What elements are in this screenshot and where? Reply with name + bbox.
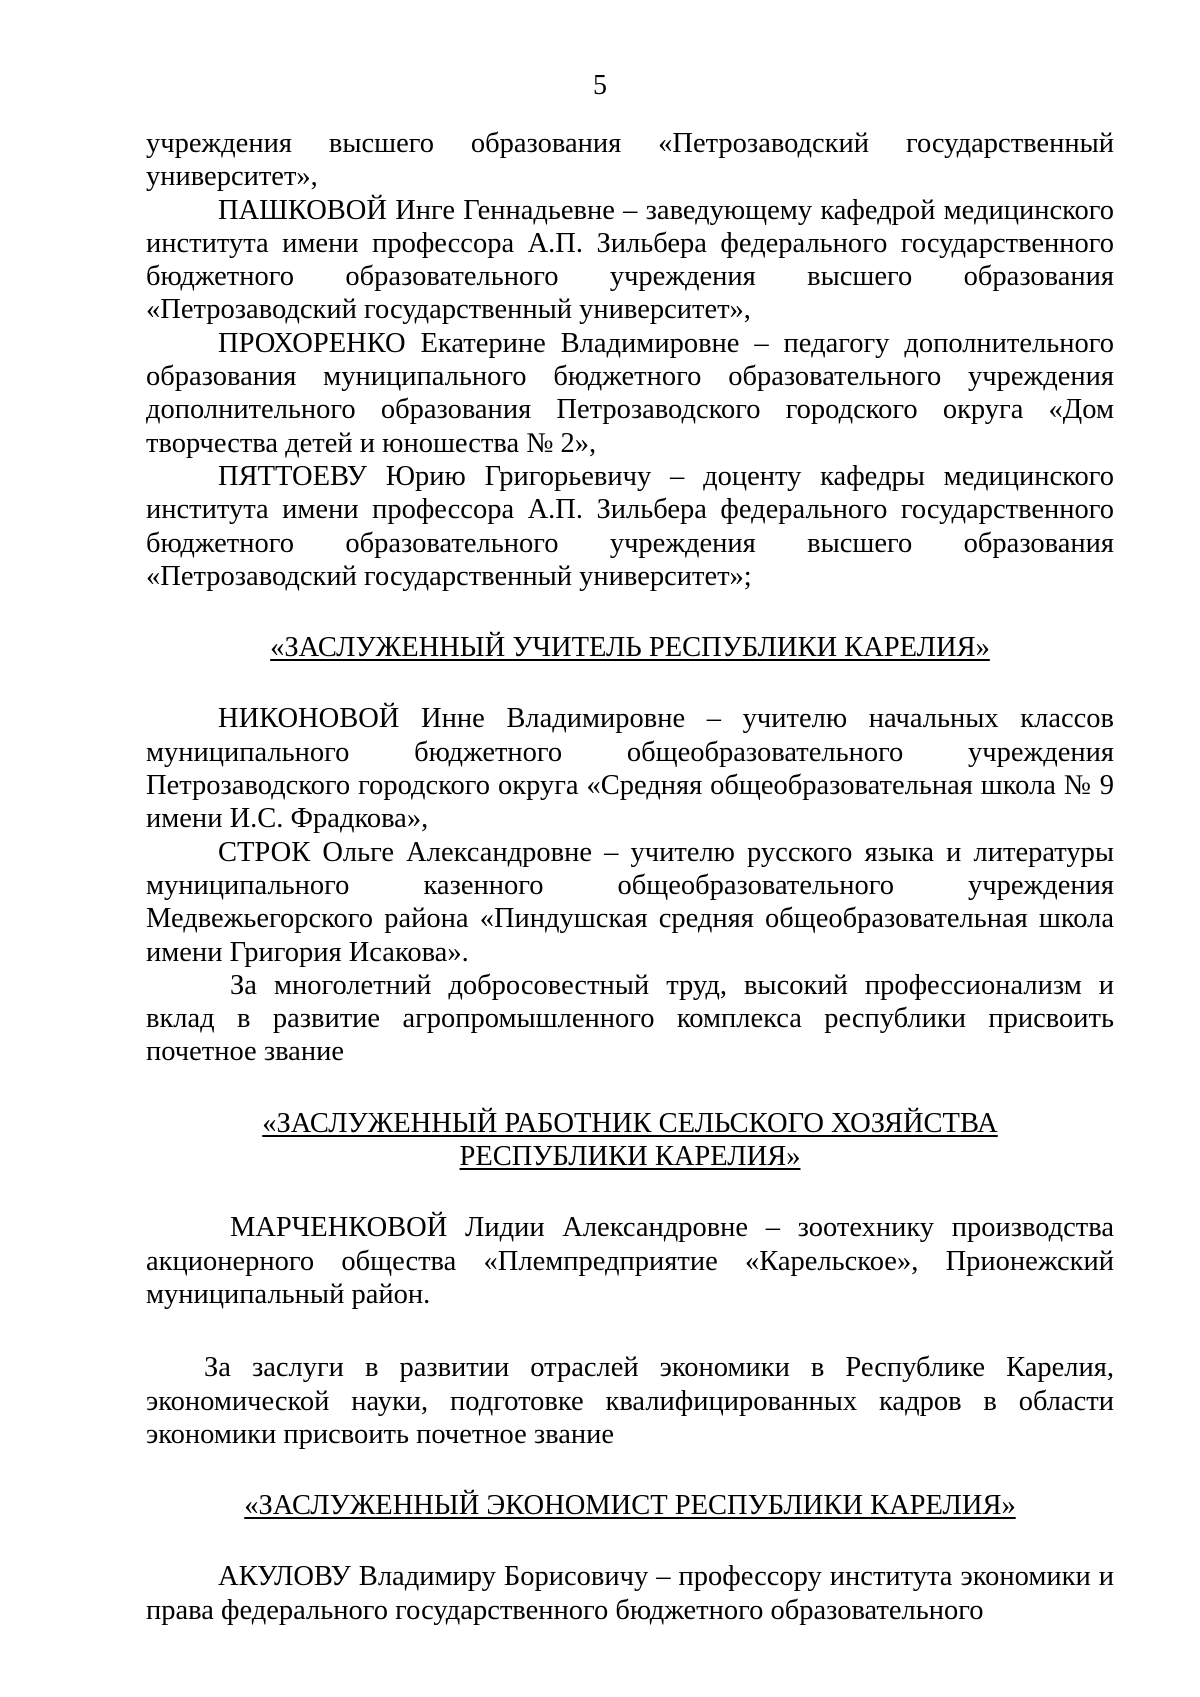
heading-agriculture-line-1: «ЗАСЛУЖЕННЫЙ РАБОТНИК СЕЛЬСКОГО ХОЗЯЙСТВА — [262, 1107, 998, 1139]
paragraph-agriculture-award-intro: За многолетний добросовестный труд, высокий профессионализм и вклад в развитие агропромышленного комплекса республики присвоить почетное звание — [146, 969, 1114, 1068]
heading-agriculture-line-2: РЕСПУБЛИКИ КАРЕЛИЯ» — [459, 1141, 801, 1173]
paragraph-strok: СТРОК Ольге Александровне – учителю русского языка и литературы муниципального казенного общеобразовательного учреждения Медвежьегорского района «Пиндушская средняя общеобразовательная школа имени Григория Исакова». — [146, 836, 1114, 968]
paragraph-continuation: учреждения высшего образования «Петрозаводский государственный университет», — [146, 128, 1114, 193]
document-body — [146, 127, 1114, 1627]
paragraph-pashkova: ПАШКОВОЙ Инге Геннадьевне – заведующему кафедрой медицинского института имени профессора А.П. Зильбера федерального государственного бюджетного образовательного учреждения высшего образования «Петрозаводский государственный университет», — [146, 194, 1114, 326]
heading-honored-economist: «ЗАСЛУЖЕННЫЙ ЭКОНОМИСТ РЕСПУБЛИКИ КАРЕЛИЯ» — [244, 1490, 1016, 1522]
paragraph-marchenkova: МАРЧЕНКОВОЙ Лидии Александровне – зоотехнику производства акционерного общества «Племпредприятие «Карельское», Прионежский муниципальный район. — [146, 1212, 1114, 1310]
paragraph-prokhorenko: ПРОХОРЕНКО Екатерине Владимировне – педагогу дополнительного образования муниципального бюджетного образовательного учреждения дополнительного образования Петрозаводского городского округа «Дом творчества детей и юношества № 2», — [146, 327, 1114, 459]
heading-honored-agriculture-worker — [146, 1107, 1114, 1174]
paragraph-economist-award-intro: За заслуги в развитии отраслей экономики в Республике Карелия, экономической науки, подготовке квалифицированных кадров в области экономики присвоить почетное звание — [146, 1352, 1114, 1450]
paragraph-pyattoev: ПЯТТОЕВУ Юрию Григорьевичу – доценту кафедры медицинского института имени профессора А.П. Зильбера федерального государственного бюджетного образовательного учреждения высшего образования «Петрозаводский государственный университет»; — [146, 460, 1114, 592]
paragraph-nikonova: НИКОНОВОЙ Инне Владимировне – учителю начальных классов муниципального бюджетного общеобразовательного учреждения Петрозаводского городского округа «Средняя общеобразовательная школа № 9 имени И.С. Фрадкова», — [146, 703, 1114, 835]
page-number: 5 — [593, 70, 607, 101]
heading-honored-teacher: «ЗАСЛУЖЕННЫЙ УЧИТЕЛЬ РЕСПУБЛИКИ КАРЕЛИЯ» — [270, 632, 990, 664]
paragraph-akulov: АКУЛОВУ Владимиру Борисовичу – профессору института экономики и права федерального государственного бюджетного образовательного — [146, 1561, 1114, 1626]
